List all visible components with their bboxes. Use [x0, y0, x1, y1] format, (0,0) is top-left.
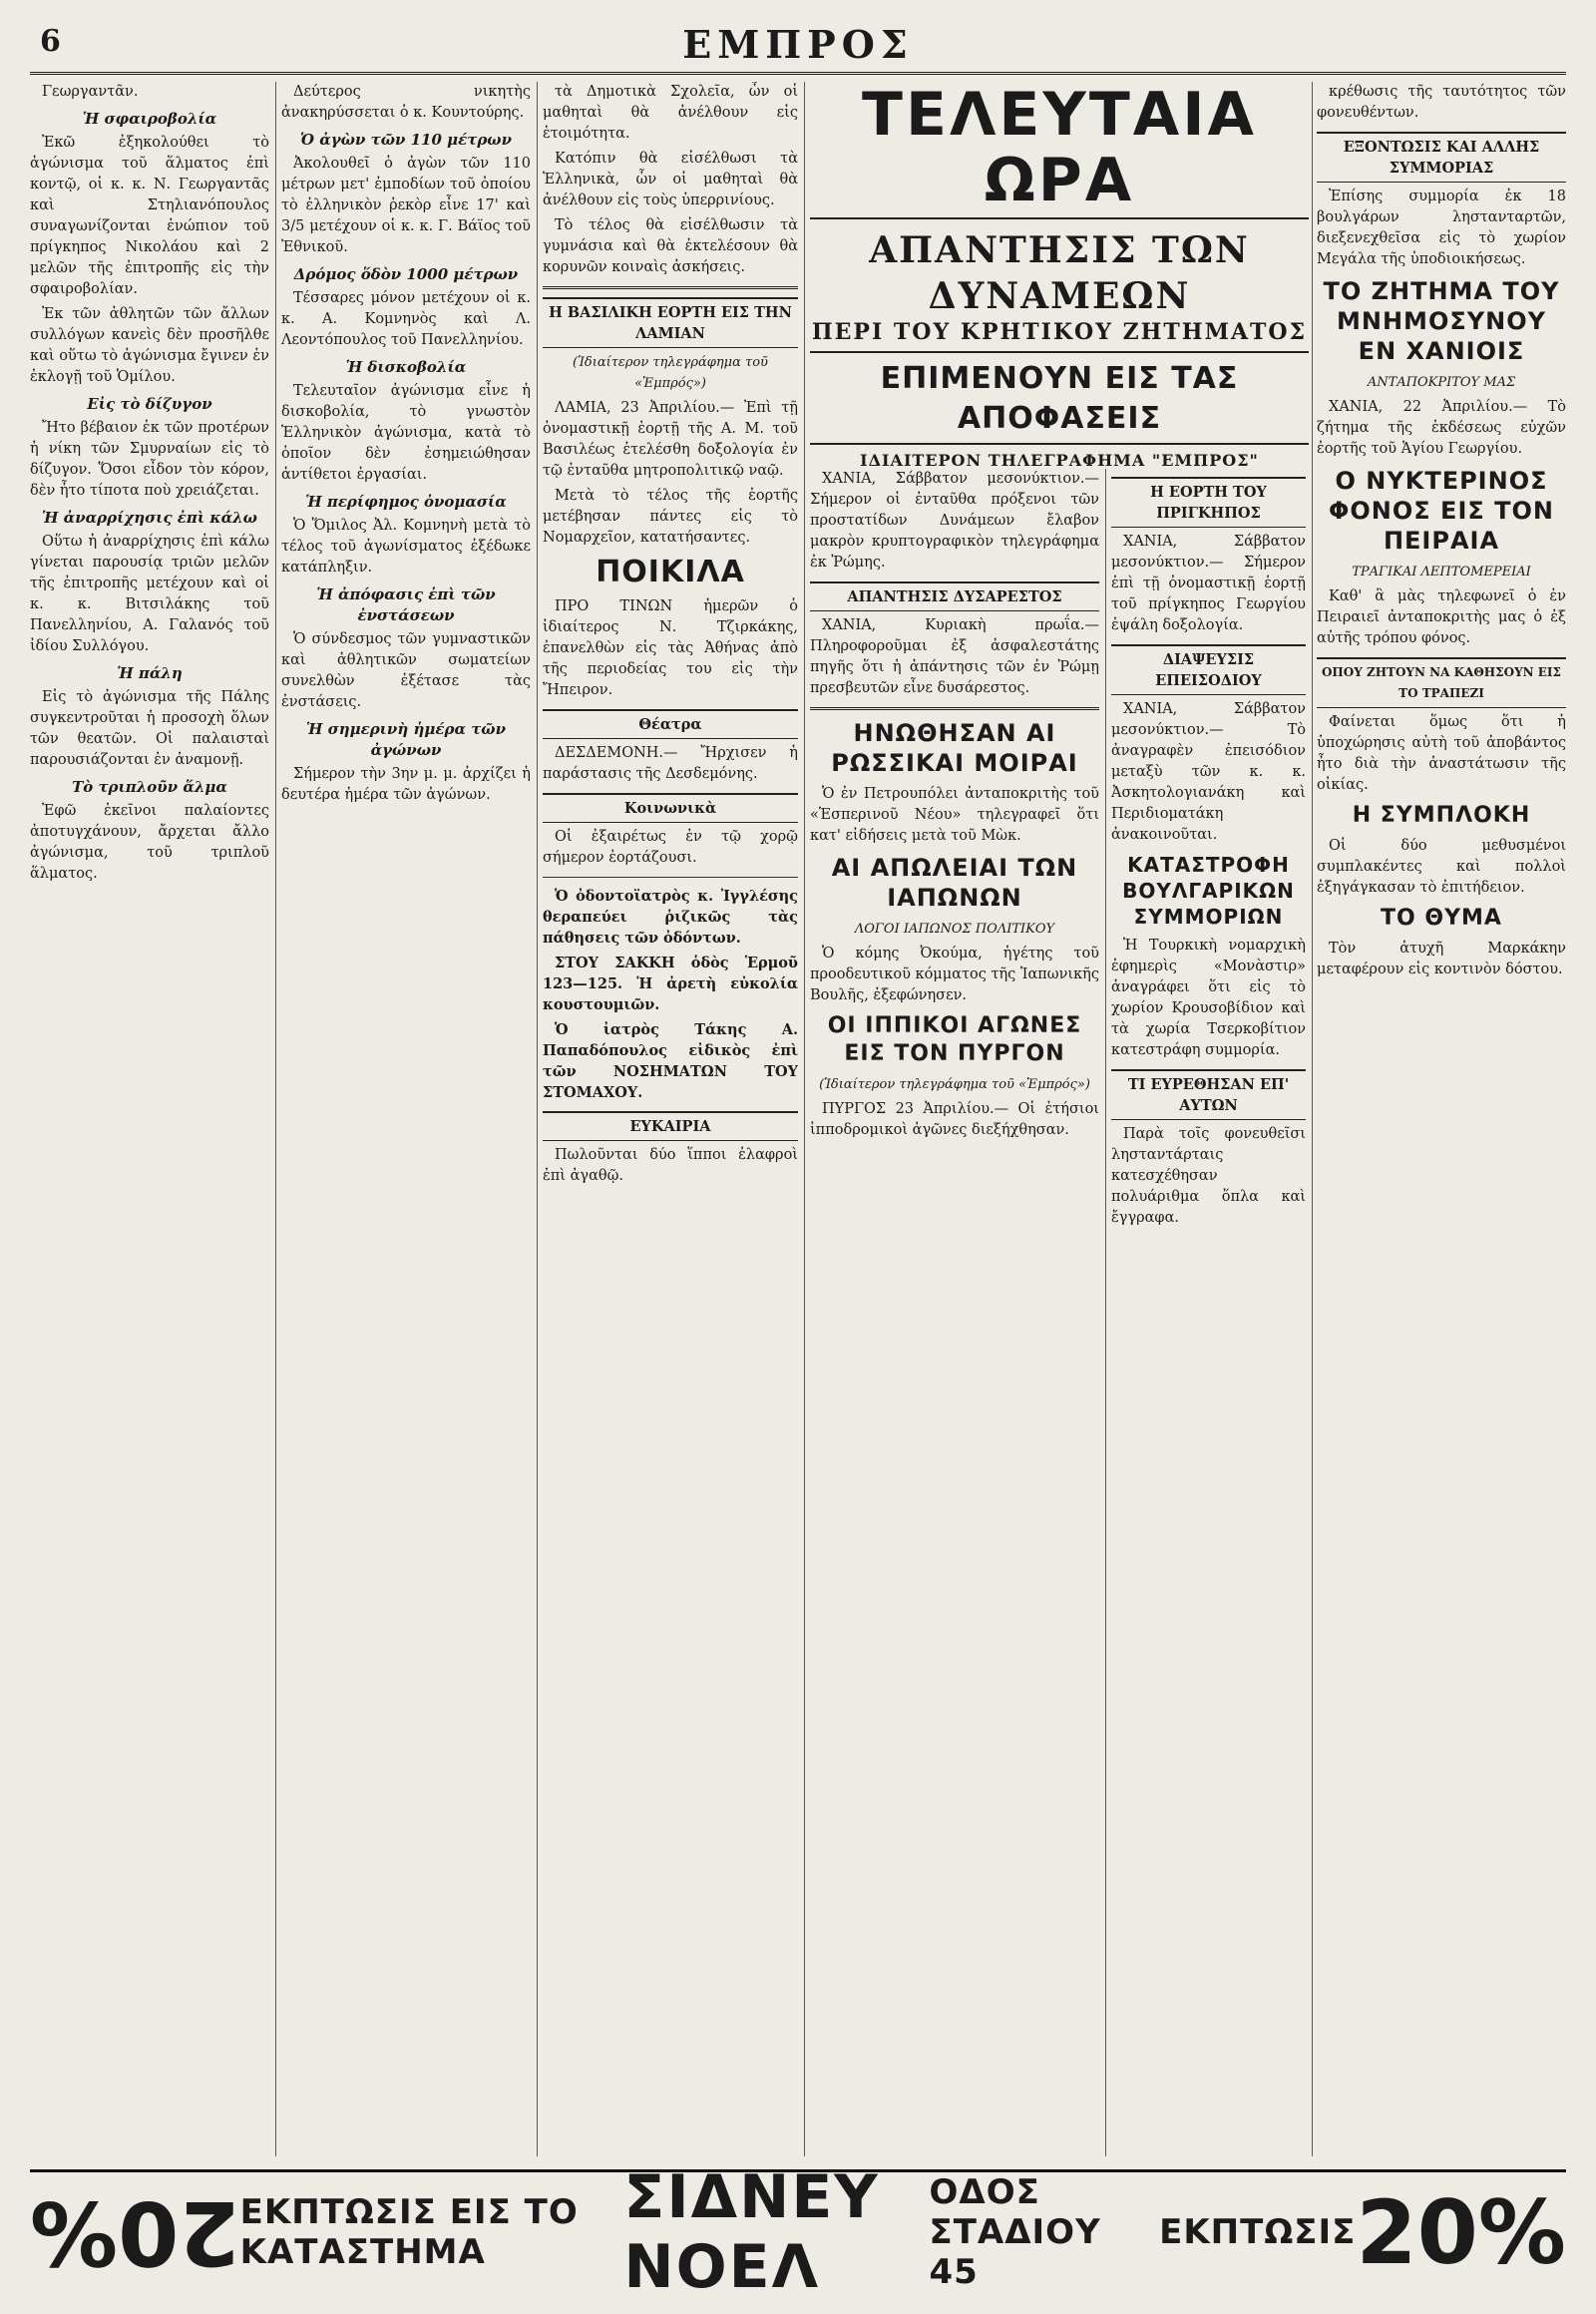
section-heading: ΟΠΟΥ ΖΗΤΟΥΝ ΝΑ ΚΑΘΗΣΟΥΝ ΕΙΣ ΤΟ ΤΡΑΠΕΖΙ [1317, 657, 1566, 708]
ad-text: ΕΚΠΤΩΣΙΣ [1159, 2212, 1357, 2252]
section-heading: ΕΥΚΑΙΡΙΑ [543, 1111, 798, 1141]
headline-line-5: ΙΔΙΑΙΤΕΡΟΝ ΤΗΛΕΓΡΑΦΗΜΑ "ΕΜΠΡΟΣ" [860, 451, 1259, 470]
paragraph: ΧΑΝΙΑ, Σάββατον μεσονύκτιον.— Σήμερον οἱ ἐνταῦθα πρόξενοι τῶν προστατίδων Δυνάμεων ἔλαβον μακρὸν κρυπτογραφικὸν τηλεγράφημα ἐκ Ῥώμης. [810, 471, 1099, 571]
column-5 [1111, 469, 1306, 2156]
section-heading: Δρόμος ὅδὸν 1000 μέτρων [293, 265, 519, 283]
article-subhead: ΤΡΑΓΙΚΑΙ ΛΕΠΤΟΜΕΡΕΙΑΙ [1352, 565, 1531, 579]
article-headline: ΤΟ ΘΥΜΑ [1381, 906, 1502, 931]
headline-line-2: ΑΠΑΝΤΗΣΙΣ ΤΩΝ ΔΥΝΑΜΕΩΝ [869, 229, 1250, 317]
column-3 [543, 82, 798, 2156]
paragraph: ΧΑΝΙΑ, Σάββατον μεσονύκτιον.— Τὸ ἀναγραφὲν ἐπεισόδιον μεταξὺ τῶν κ. κ. Ἀσκητολογιανάκη καὶ Περιδιοματάκη ἀνακοινοῦται. [1111, 701, 1306, 843]
paragraph: Ὁ ἐν Πετρουπόλει ἀνταποκριτὴς τοῦ «Ἑσπερινοῦ Νέου» τηλεγραφεῖ ὅτι κατ' εἰδήσεις μετὰ τοῦ Μὼκ. [810, 786, 1099, 844]
section-heading: ΑΠΑΝΤΗΣΙΣ ΔΥΣΑΡΕΣΤΟΣ [810, 581, 1099, 611]
article-headline: Η ΒΑΣΙΛΙΚΗ ΕΟΡΤΗ ΕΙΣ ΤΗΝ ΛΑΜΙΑΝ [543, 297, 798, 348]
advertisement-bar [30, 2162, 1566, 2302]
section-heading: Τὸ τριπλοῦν ἅλμα [72, 778, 227, 796]
article-headline: Η ΣΥΜΠΛΟΚΗ [1352, 803, 1531, 828]
article-headline: ΟΙ ΙΠΠΙΚΟΙ ΑΓΩΝΕΣ ΕΙΣ ΤΟΝ ΠΥΡΓΟΝ [827, 1013, 1082, 1066]
paragraph: Καθ' ἃ μὰς τηλεφωνεῖ ὁ ἐν Πειραιεῖ ἀνταποκριτὴς μας ὁ ἐξ αὐτῆς τρόπου φόνος. [1317, 588, 1566, 646]
paragraph: Δεύτερος νικητὴς ἀνακηρύσσεται ὁ κ. Κουντούρης. [281, 84, 531, 121]
paragraph: Οἱ δύο μεθυσμένοι συμπλακέντες καὶ πολλοὶ ἐξηγάγκασαν τὸ ἐπιτήδειον. [1317, 838, 1566, 896]
section-heading: ΕΞΟΝΤΩΣΙΣ ΚΑΙ ΑΛΛΗΣ ΣΥΜΜΟΡΙΑΣ [1317, 132, 1566, 183]
paragraph: Ἐκῶ ἐξηκολούθει τὸ ἀγώνισμα τοῦ ἅλματος ἐπὶ κοντῷ, οἱ κ. κ. Ν. Γεωργαντᾶς καὶ Στηλιανόπουλος συναγωνίζονται ἐνώπιον τοῦ πρίγκηπος Νικολάου καὶ 2 μελῶν τῆς ἐπιτροπῆς εἰς τὴν σφαιροβολίαν. [30, 135, 269, 297]
article-headline: Ο ΝΥΚΤΕΡΙΝΟΣ ΦΟΝΟΣ ΕΙΣ ΤΟΝ ΠΕΙΡΑΙΑ [1329, 467, 1554, 555]
paragraph: Οἱ ἐξαιρέτως ἐν τῷ χορῷ σήμερον ἐορτάζουσι. [543, 829, 798, 866]
headline-line-3: ΠΕΡΙ ΤΟΥ ΚΡΗΤΙΚΟΥ ΖΗΤΗΜΑΤΟΣ [810, 319, 1309, 353]
section-heading: Θέατρα [543, 709, 798, 739]
page-number: 6 [40, 24, 61, 59]
article-subhead: ΛΟΓΟΙ ΙΑΠΩΝΟΣ ΠΟΛΙΤΙΚΟΥ [854, 922, 1055, 937]
article-headline: ΑΙ ΑΠΩΛΕΙΑΙ ΤΩΝ ΙΑΠΩΝΩΝ [831, 854, 1078, 912]
discount-percent-left: 20% [30, 2180, 240, 2284]
paragraph: ΔΕΣΔΕΜΟΝΗ.— Ἤρχισεν ἡ παράστασις τῆς Δεσδεμόνης. [543, 745, 798, 782]
paragraph: Τὸ τέλος θὰ εἰσέλθωσιν τὰ γυμνάσια καὶ θὰ ἐκτελέσουν θὰ κορυνῶν κοιναὶς ἀσκήσεις. [543, 217, 798, 275]
paragraph: Τελευταῖον ἀγώνισμα εἶνε ἡ δισκοβολία, τὸ γνωστὸν Ἑλληνικὸν ἀγώνισμα, κατὰ τὸ ὁποῖον δὲν ἐσημειώθησαν ἀντίθετοι ἐργασίαι. [281, 383, 531, 483]
section-heading: Ἡ δισκοβολία [345, 358, 467, 376]
paragraph: Ἐκ τῶν ἀθλητῶν τῶν ἄλλων συλλόγων κανεὶς δὲν προσῆλθε καὶ οὕτω τὸ ἀγώνισμα ἔγινεν ἐν ἐκλογῇ τοῦ Ὁμίλου. [30, 306, 269, 385]
paragraph: ΧΑΝΙΑ, Σάββατον μεσονύκτιον.— Σήμερον ἐπὶ τῇ ὀνομαστικῇ ἑορτῇ τοῦ πρίγκηπος Γεωργίου ἐψάλη δοξολογία. [1111, 534, 1306, 633]
paragraph: ΧΑΝΙΑ, Κυριακὴ πρωΐα.— Πληροφοροῦμαι ἐξ ἀσφαλεστάτης πηγῆς ὅτι ἡ ἀπάντησις τῶν ἐν Ῥώμῃ πρεσβευτῶν εἶνε δυσάρεστος. [810, 617, 1099, 696]
paragraph: Εἰς τὸ ἀγώνισμα τῆς Πάλης συγκεντροῦται ἡ προσοχὴ ὅλων τῶν θεατῶν. Οἱ παλαισταὶ παρουσιάζονται ἐν ἀναμονῇ. [30, 689, 269, 768]
section-heading: Η ΕΟΡΤΗ ΤΟΥ ΠΡΙΓΚΗΠΟΣ [1111, 477, 1306, 528]
paragraph: τὰ Δημοτικὰ Σχολεῖα, ὧν οἱ μαθηταὶ θὰ ἀνέλθουν εἰς ἑτοιμότητα. [543, 84, 798, 142]
paragraph: Ἀκολουθεῖ ὁ ἀγὼν τῶν 110 μέτρων μετ' ἐμποδίων τοῦ ὁποίου τὸ ἐλληνικὸν ῥεκὸρ εἶνε 17' καὶ 3/5 μετέχουν οἱ κ. κ. Γ. Βάϊος τοῦ Ἐθνικοῦ. [281, 156, 531, 255]
paragraph: Ὁ κόμης Ὀκούμα, ἡγέτης τοῦ προοδευτικοῦ κόμματος τῆς Ἰαπωνικῆς Βουλῆς, ἐξεφώνησεν. [810, 946, 1099, 1003]
section-heading: Ἡ σφαιροβολία [82, 110, 217, 128]
classified-ad: Ὁ ἰατρὸς Τάκης Α. Παπαδόπουλος εἰδικὸς ἐπὶ τῶν ΝΟΣΗΜΑΤΩΝ ΤΟΥ ΣΤΟΜΑΧΟΥ. [543, 1021, 798, 1101]
section-heading: Ὁ ἀγὼν τῶν 110 μέτρων [300, 131, 512, 149]
paragraph: Ἤτο βέβαιον ἐκ τῶν προτέρων ἡ νίκη τῶν Σμυρναίων εἰς τὸ δίζυγον. Ὅσοι εἶδον τὸν κόρον, δὲν ἦτο τίποτα ποὺ χρειάζεται. [30, 420, 269, 499]
column-1 [30, 82, 269, 2156]
ad-text: ΕΚΠΤΩΣΙΣ ΕΙΣ ΤΟ ΚΑΤΑΣΤΗΜΑ [239, 2192, 579, 2272]
headline-line-4: ΕΠΙΜΕΝΟΥΝ ΕΙΣ ΤΑΣ ΑΠΟΦΑΣΕΙΣ [810, 359, 1309, 445]
section-heading: ΔΙΑΨΕΥΣΙΣ ΕΠΕΙΣΟΔΙΟΥ [1111, 644, 1306, 695]
paragraph: Κατόπιν θὰ εἰσέλθωσι τὰ Ἑλληνικὰ, ὧν οἱ μαθηταὶ θὰ ἀνέλθουν εἰς τοὺς ὑπερρινίους. [543, 151, 798, 208]
paragraph: Πωλοῦνται δύο ἵπποι ἐλαφροὶ ἐπὶ ἀγαθῷ. [543, 1147, 798, 1184]
classified-ad: ΣΤΟΥ ΣΑΚΚΗ ὁδὸς Ἑρμοῦ 123—125. Ἡ ἀρετὴ εὐκολία κουστουμιῶν. [543, 955, 798, 1013]
paragraph: Ἐπίσης συμμορία ἐκ 18 βουλγάρων ληστανταρτῶν, διεξενεχθεῖσα εἰς τὸ χωρίον Μεγάλα τῆς ὑποδιοικήσεως. [1317, 189, 1566, 267]
article-headline: ΤΟ ΖΗΤΗΜΑ ΤΟΥ ΜΝΗΜΟΣΥΝΟΥ ΕΝ ΧΑΝΙΟΙΣ [1323, 277, 1560, 365]
newspaper-title: ΕΜΠΡΟΣ [682, 22, 914, 67]
paragraph: ΛΑΜΙΑ, 23 Ἀπριλίου.— Ἐπὶ τῇ ὀνομαστικῇ ἑορτῇ τῆς Α. Μ. τοῦ Βασιλέως ἐτελέσθη δοξολογία ἐν τῷ ἐνταῦθα μητροπολιτικῷ ναῷ. [543, 400, 798, 479]
section-heading: Ἡ ἀπόφασις ἐπὶ τῶν ἐνστάσεων [316, 585, 496, 624]
lead-headline [810, 82, 1309, 470]
section-heading: ΤΙ ΕΥΡΕΘΗΣΑΝ ΕΠ' ΑΥΤΩΝ [1111, 1069, 1306, 1120]
paragraph: ΠΥΡΓΟΣ 23 Ἀπριλίου.— Οἱ ἐτήσιοι ἱπποδρομικοὶ ἀγῶνες διεξήχθησαν. [810, 1101, 1099, 1138]
section-heading: Κοινωνικὰ [543, 793, 798, 823]
masthead [30, 14, 1566, 75]
paragraph: Ἐφῶ ἐκεῖνοι παλαίοντες ἀποτυγχάνουν, ἄρχεται ἄλλο ἀγώνισμα, τοῦ τριπλοῦ ἅλματος. [30, 803, 269, 882]
paragraph: Ὁ σύνδεσμος τῶν γυμναστικῶν καὶ ἀθλητικῶν σωματείων συνελθὼν ἐξέτασε τὰς ἐνστάσεις. [281, 631, 531, 710]
paragraph: Ὁ Ὅμιλος Ἀλ. Κομνηνὴ μετὰ τὸ τέλος τοῦ ἀγωνίσματος ἐξέδωκε κατάπληξιν. [281, 518, 531, 576]
paragraph: Σήμερον τὴν 3ην μ. μ. ἀρχίζει ἡ δευτέρα ἡμέρα τῶν ἀγώνων. [281, 766, 531, 803]
paragraph: ΠΡΟ ΤΙΝΩΝ ἡμερῶν ὁ ἰδιαίτερος Ν. Τζιρκάκης, ἐπανελθὼν εἰς τὰς Ἀθήνας ἀπὸ τῆς περιοδείας του εἰς τὴν Ἤπειρον. [543, 598, 798, 698]
column-2 [281, 82, 531, 2156]
article-subhead: (Ἰδιαίτερον τηλεγράφημα τοῦ «Ἐμπρός») [819, 1077, 1090, 1092]
headline-line-1: ΤΕΛΕΥΤΑΙΑ ΩΡΑ [810, 82, 1309, 219]
paragraph: κρέθωσις τῆς ταυτότητος τῶν φονευθέντων. [1317, 84, 1566, 121]
section-heading: Ἡ περίφημος ὀνομασία [305, 493, 507, 511]
paragraph: Τέσσαρες μόνον μετέχουν οἱ κ. κ. Α. Κομνηνὸς καὶ Λ. Λεοντόπουλος τοῦ Πανελληνίου. [281, 290, 531, 348]
classified-ad: Ὁ ὀδοντοϊατρὸς κ. Ἰγγλέσης θεραπεύει ῥιζικῶς τὰς πάθησεις τῶν ὀδόντων. [543, 888, 798, 947]
paragraph: Μετὰ τὸ τέλος τῆς ἑορτῆς μετέβησαν πάντες εἰς τὸ Νομαρχεῖον, κατατήσαντες. [543, 488, 798, 546]
article-subhead: (Ἰδιαίτερον τηλεγράφημα τοῦ «Ἐμπρός») [573, 355, 768, 391]
article-subhead: ΑΝΤΑΠΟΚΡΙΤΟΥ ΜΑΣ [1367, 375, 1516, 390]
kicker: Γεωργαντᾶν. [42, 84, 139, 100]
column-4 [810, 469, 1099, 2156]
section-heading: Ἡ πάλη [117, 664, 183, 682]
paragraph: Τὸν ἀτυχῆ Μαρκάκην μεταφέρουν εἰς κοντινὸν δόστου. [1317, 941, 1566, 977]
paragraph: Οὕτω ἡ ἀναρρίχησις ἐπὶ κάλω γίνεται παρουσίᾳ τριῶν μελῶν τῆς ἐπιτροπῆς μετέχουν καὶ οἱ κ. κ. Βιτσιλάκης τοῦ Πανελληνίου, Α. Γαλανός τοῦ ἰδίου Συλλόγου. [30, 534, 269, 654]
article-headline: ΚΑΤΑΣΤΡΟΦΗ ΒΟΥΛΓΑΡΙΚΩΝ ΣΥΜΜΟΡΙΩΝ [1122, 853, 1295, 929]
section-heading: Ἡ σημερινὴ ἡμέρα τῶν ἀγώνων [306, 720, 506, 759]
section-heading: Εἰς τὸ δίζυγον [87, 395, 212, 413]
section-heading: Ἡ ἀναρρίχησις ἐπὶ κάλω [42, 509, 257, 527]
paragraph: Ἡ Τουρκικὴ νομαρχικὴ ἐφημερὶς «Μονὰστιρ» ἀναγράφει ὅτι εἰς τὸ χωρίον Κρουσοβίδιον καὶ τὰ χωρία Τσερκοβίτιον κατεστράφη συμμορία. [1111, 938, 1306, 1058]
paragraph: Παρὰ τοῖς φονευθεῖσι λησταντάρταις κατεσχέθησαν πολυάριθμα ὅπλα καὶ ἔγγραφα. [1111, 1126, 1306, 1226]
discount-percent-right: 20% [1356, 2180, 1566, 2284]
paragraph: ΧΑΝΙΑ, 22 Ἀπριλίου.— Τὸ ζήτημα τῆς ἐκδέσεως εὐχῶν ἐορτῆς τοῦ Ἁγίου Γεωργίου. [1317, 399, 1566, 457]
section-banner: ΠΟΙΚΙΛΑ [596, 555, 745, 589]
column-6 [1317, 82, 1566, 2156]
store-name: ΣΙΔΝΕΥ ΝΟΕΛ [623, 2162, 880, 2302]
ad-address: ΟΔΟΣ ΣΤΑΔΙΟΥ 45 [929, 2172, 1101, 2292]
article-headline: ΗΝΩΘΗΣΑΝ ΑΙ ΡΩΣΣΙΚΑΙ ΜΟΙΡΑΙ [831, 719, 1078, 777]
paragraph: Φαίνεται ὅμως ὅτι ἡ ὑποχώρησις αὐτὴ τοῦ ἀποβάντος ἦτο διὰ τὴν ἀναστάτωσιν τῆς οἰκίας. [1317, 714, 1566, 793]
